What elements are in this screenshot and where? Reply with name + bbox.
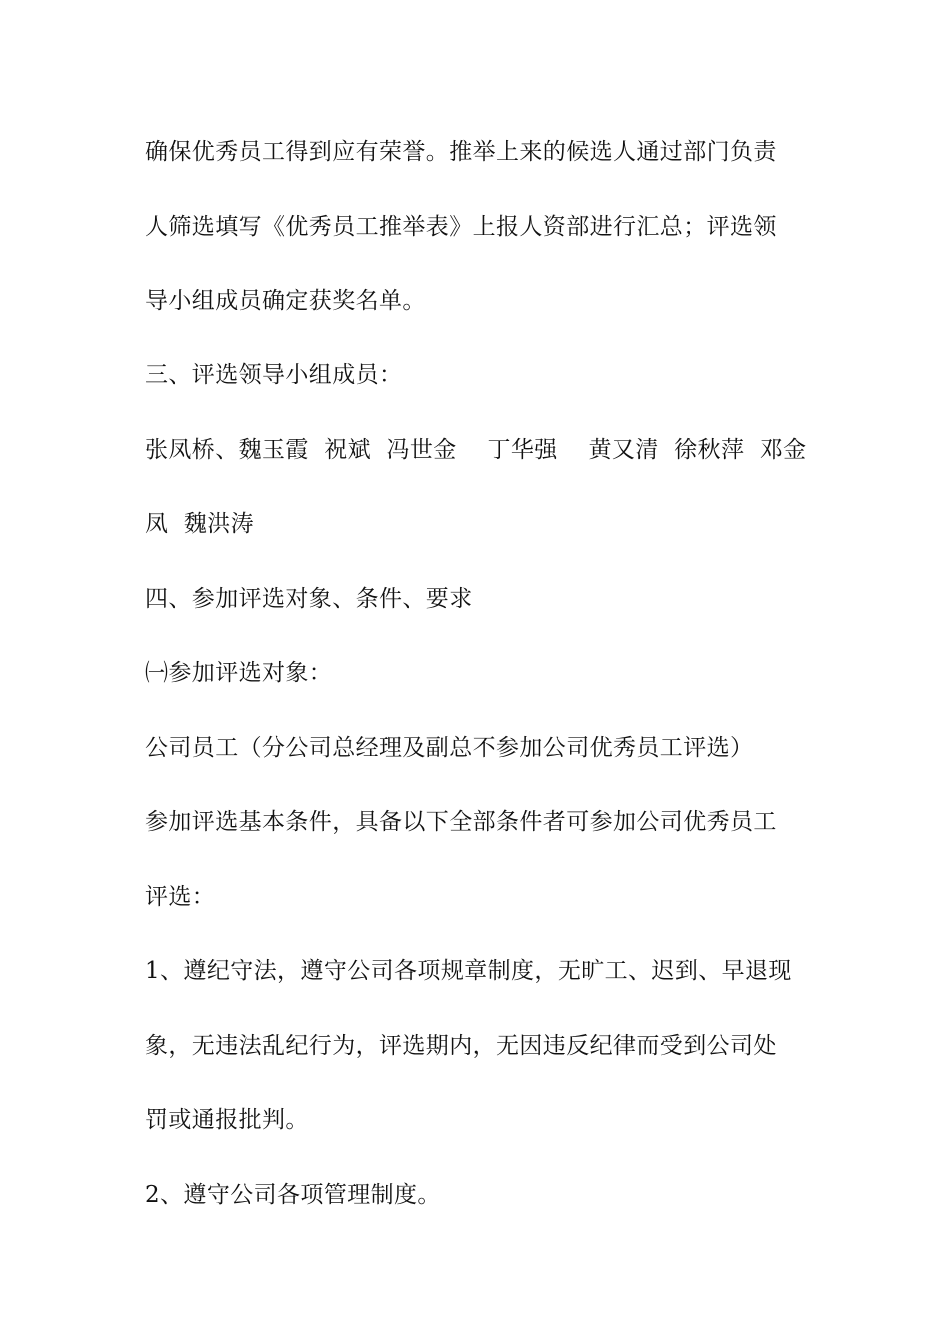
section-heading: 三、评选领导小组成员：: [145, 362, 403, 388]
text-line: 人筛选填写《优秀员工推举表》上报人资部进行汇总；评选领: [145, 214, 777, 240]
section-heading: 四、参加评选对象、条件、要求: [145, 586, 473, 612]
text-line: 确保优秀员工得到应有荣誉。推举上来的候选人通过部门负责: [145, 139, 777, 165]
text-line: 参加评选基本条件，具备以下全部条件者可参加公司优秀员工: [145, 809, 777, 835]
list-item: 1、遵纪守法，遵守公司各项规章制度，无旷工、迟到、早退现: [145, 958, 792, 984]
text-line: 张凤桥、魏玉霞 祝斌 冯世金 丁华强 黄又清 徐秋萍 邓金: [145, 437, 807, 463]
text-line: 导小组成员确定获奖名单。: [145, 288, 426, 314]
text-line: 象，无违法乱纪行为，评选期内，无因违反纪律而受到公司处: [145, 1033, 777, 1059]
text-line: 公司员工（分公司总经理及副总不参加公司优秀员工评选）: [145, 735, 754, 761]
text-line: 罚或通报批判。: [145, 1107, 309, 1133]
list-item: 2、遵守公司各项管理制度。: [145, 1182, 441, 1208]
text-line: 评选：: [145, 884, 216, 910]
text-line: 凤 魏洪涛: [145, 511, 255, 537]
subsection-heading: ㈠参加评选对象：: [145, 660, 333, 686]
